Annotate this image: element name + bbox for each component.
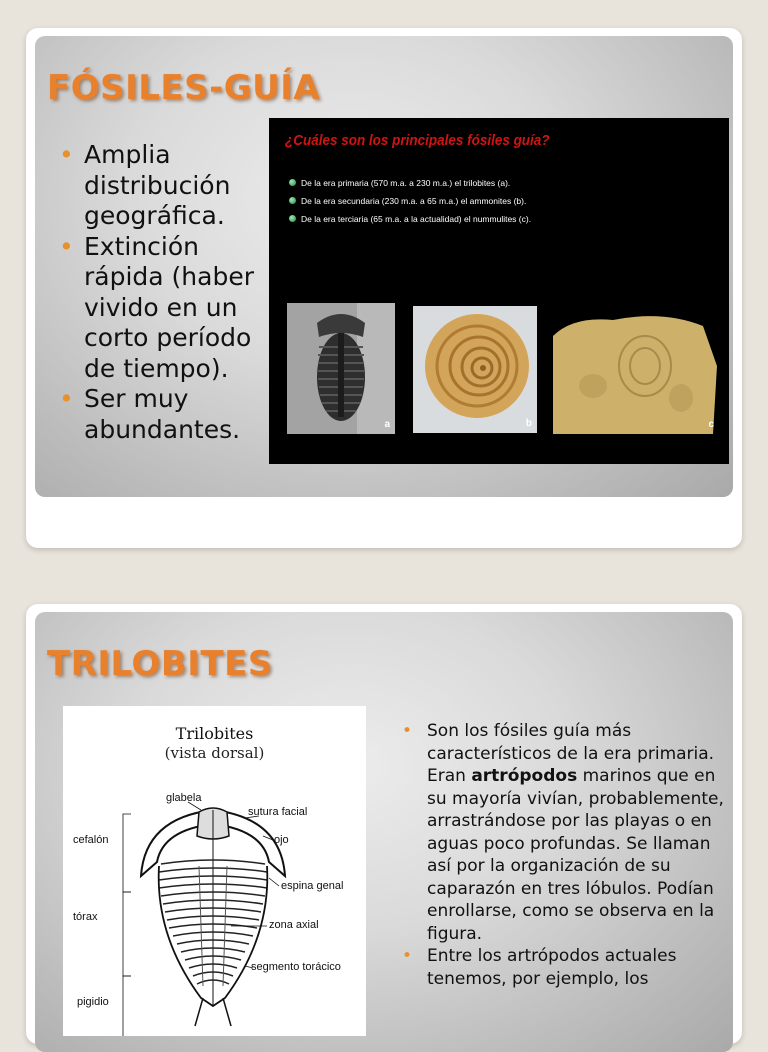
panel-item-text: De la era secundaria (230 m.a. a 65 m.a.) el ammonites (b). (301, 196, 527, 206)
photo-label: c (708, 419, 714, 430)
slide-content (35, 612, 733, 1052)
bold-term: artrópodos (471, 766, 578, 786)
label-segmento-toracico: segmento torácico (251, 961, 341, 973)
slide-title: TRILOBITES (47, 644, 273, 684)
green-bullet-icon (289, 179, 296, 186)
slide-content (35, 36, 733, 497)
label-espina-genal: espina genal (281, 880, 344, 892)
panel-item-text: De la era terciaria (65 m.a. a la actualidad) el nummulites (c). (301, 214, 532, 224)
bullet-item: • Extinción rápida (haber vivido en un corto período de tiempo). (55, 232, 265, 385)
panel-list-item (289, 174, 531, 192)
diagram-title: Trilobites (175, 724, 254, 743)
bullet-item: • Ser muy abundantes. (55, 384, 265, 445)
bullet-list (398, 720, 728, 990)
slide-fosiles-guia (26, 28, 742, 548)
bullet-item (398, 720, 728, 945)
photo-label: a (384, 419, 390, 430)
label-sutura-facial: sutura facial (248, 806, 308, 818)
green-bullet-icon (289, 215, 296, 222)
label-glabela: glabela (166, 792, 202, 804)
fossil-image-panel (269, 118, 729, 464)
trilobite-photo-image (287, 303, 395, 434)
panel-list-item (289, 210, 531, 228)
slide-trilobites (26, 604, 742, 1044)
label-ojo: ojo (274, 834, 289, 846)
bullet-item: • Amplia distribución geográfica. (55, 140, 265, 232)
panel-list (289, 174, 531, 228)
panel-question: ¿Cuáles son los principales fósiles guía? (285, 133, 550, 149)
trilobite-diagram (63, 706, 366, 1036)
label-pigidio: pigidio (77, 996, 109, 1008)
bullet-text: marinos que en su mayoría vivían, probablemente, arrastrándose por las playas o en aguas poco profundas. Se llaman así por la organización de su caparazón en tres lóbulos. Podían enrollarse, como se observa en la figura. (427, 766, 724, 944)
label-torax: tórax (73, 911, 98, 923)
slide-title: FÓSILES-GUÍA (47, 68, 321, 108)
ammonite-photo-image (413, 306, 537, 433)
diagram-subtitle: (vista dorsal) (164, 744, 265, 762)
green-bullet-icon (289, 197, 296, 204)
label-zona-axial: zona axial (269, 919, 319, 931)
nummulites-photo (553, 306, 719, 434)
bullet-item: • Entre los artrópodos actuales tenemos, por ejemplo, los (398, 945, 728, 990)
panel-list-item (289, 192, 531, 210)
trilobite-photo (287, 303, 395, 434)
photo-label: b (525, 418, 532, 429)
label-cefalon: cefalón (73, 834, 109, 846)
ammonite-photo (413, 306, 537, 433)
bullet-list (55, 140, 265, 445)
bullet-text: Son los fósiles guía más característicos de la era primaria. Eran (427, 721, 715, 786)
trilobite-drawing (63, 706, 366, 1036)
panel-item-text: De la era primaria (570 m.a. a 230 m.a.) el trilobites (a). (301, 178, 511, 188)
nummulites-photo-image (553, 306, 719, 434)
